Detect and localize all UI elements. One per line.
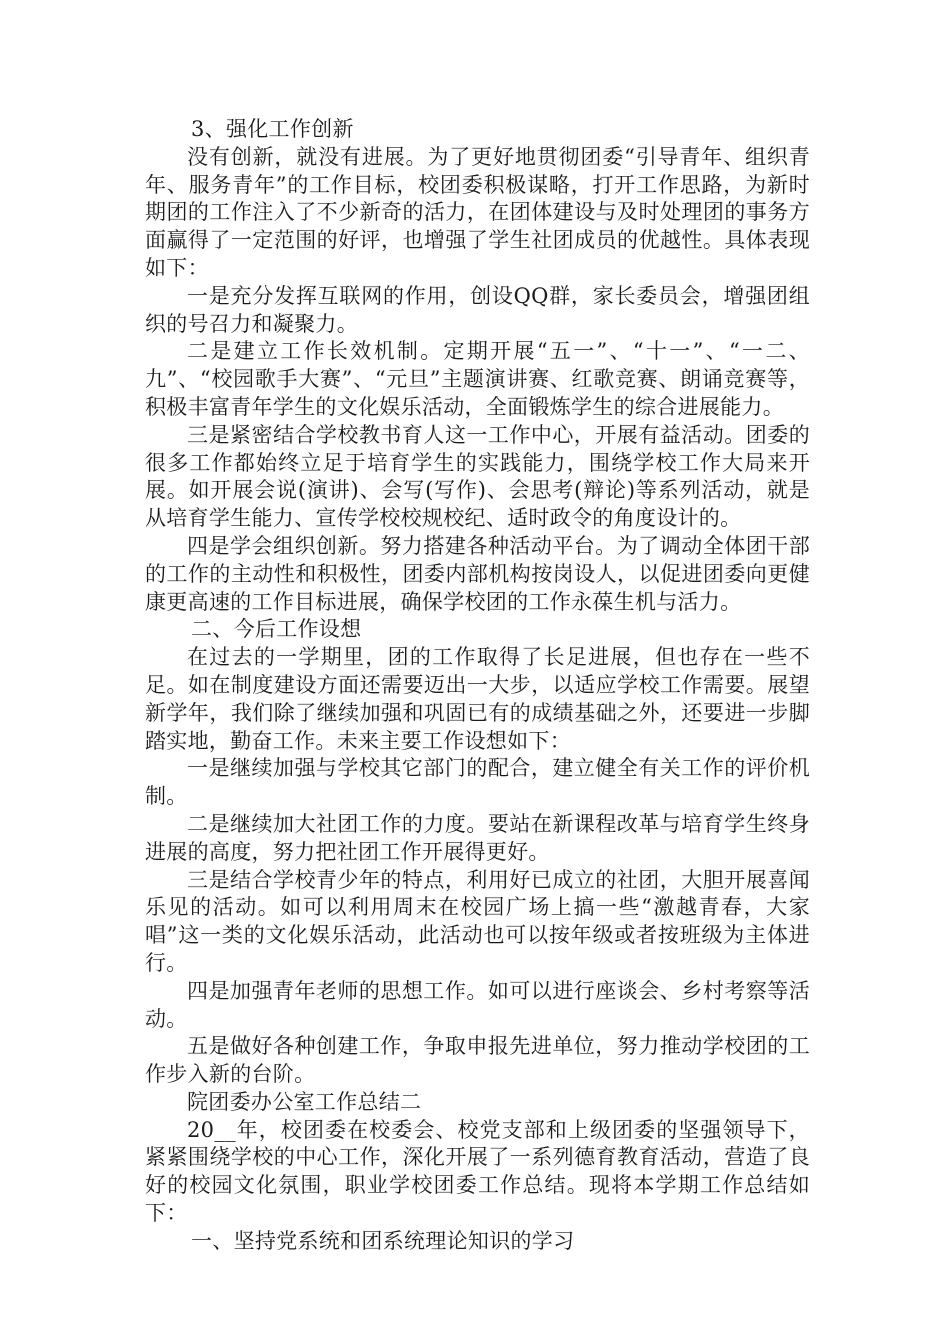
- paragraph: 四是加强青年老师的思想工作。如可以进行座谈会、乡村考察等活动。: [145, 978, 810, 1031]
- paragraph: 一是充分发挥互联网的作用，创设QQ群，家长委员会，增强团组织的号召力和凝聚力。: [145, 283, 810, 336]
- section-heading: 一、坚持党系统和团系统理论知识的学习: [191, 1228, 575, 1253]
- paragraph: 二是建立工作长效机制。定期开展“五一”、“十一”、“一二、九”、“校园歌手大赛”、“元旦”主题演讲赛、红歌竞赛、朗诵竞赛等，积极丰富青年学生的文化娱乐活动，全面锻炼学生的综合进展能力。: [145, 339, 810, 419]
- document-body: [145, 116, 810, 1256]
- paragraph: 二是继续加大社团工作的力度。要站在新课程改革与培育学生终身进展的高度，努力把社团工作开展得更好。: [145, 811, 810, 864]
- paragraph: 三是结合学校青少年的特点，利用好已成立的社团，大胆开展喜闻乐见的活动。如可以利用周末在校园广场上搞一些“激越青春，大家唱”这一类的文化娱乐活动，此活动也可以按年级或者按班级为主体进行。: [145, 867, 810, 975]
- paragraph: 五是做好各种创建工作，争取申报先进单位，努力推动学校团的工作步入新的台阶。: [145, 1034, 810, 1087]
- paragraph: 没有创新，就没有进展。为了更好地贯彻团委“引导青年、组织青年、服务青年”的工作目标，校团委积极谋略，打开工作思路，为新时期团的工作注入了不少新奇的活力，在团体建设与及时处理团的事务方面赢得了一定范围的好评，也增强了学生社团成员的优越性。具体表现如下：: [145, 144, 810, 280]
- document-subtitle: 院团委办公室工作总结二: [187, 1089, 422, 1114]
- section-heading: 3、强化工作创新: [191, 117, 354, 141]
- paragraph: 在过去的一学期里，团的工作取得了长足进展，但也存在一些不足。如在制度建设方面还需要迈出一大步，以适应学校工作需要。展望新学年，我们除了继续加强和巩固已有的成绩基础之外，还要进一步脚踏实地，勤奋工作。未来主要工作设想如下：: [145, 645, 810, 753]
- section-heading: 二、今后工作设想: [191, 617, 362, 642]
- paragraph: 四是学会组织创新。努力搭建各种活动平台。为了调动全体团干部的工作的主动性和积极性，团委内部机构按岗设人，以促进团委向更健康更高速的工作目标进展，确保学校团的工作永葆生机与活力。: [145, 533, 810, 614]
- paragraph: 20__年，校团委在校委会、校党支部和上级团委的坚强领导下，紧紧围绕学校的中心工作，深化开展了一系列德育教育活动，营造了良好的校园文化氛围，职业学校团委工作总结。现将本学期工作总结如下：: [145, 1117, 810, 1226]
- paragraph: 一是继续加强与学校其它部门的配合，建立健全有关工作的评价机制。: [145, 756, 810, 809]
- paragraph: 三是紧密结合学校教书育人这一工作中心，开展有益活动。团委的很多工作都始终立足于培育学生的实践能力，围绕学校工作大局来开展。如开展会说(演讲)、会写(写作)、会思考(辩论)等系列活动，就是从培育学生能力、宣传学校校规校纪、适时政令的角度设计的。: [145, 422, 810, 531]
